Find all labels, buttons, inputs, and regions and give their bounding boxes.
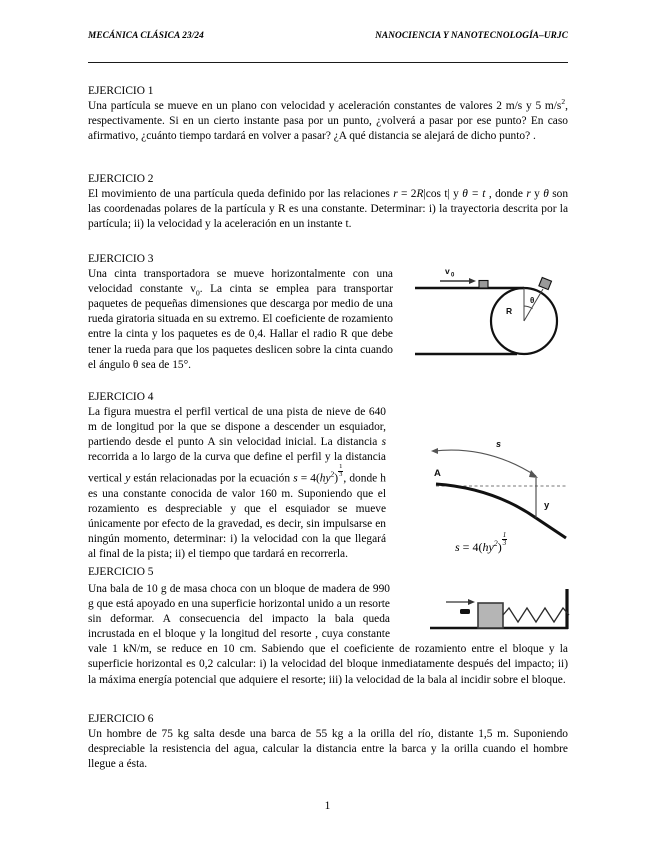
conveyor-belt-figure <box>412 258 580 366</box>
ski-eq-square: 2 <box>493 538 498 548</box>
point-a-label: A <box>434 468 441 479</box>
header-course-title: MECÁNICA CLÁSICA 23/24 <box>88 31 204 41</box>
angle-arc <box>524 306 533 309</box>
exercise-4-text-part3: están relacionadas por la ecuación <box>130 472 294 485</box>
exercise-4-var-s: s <box>381 436 386 449</box>
exercise-6-title: EJERCICIO 6 <box>88 713 154 725</box>
exercise-4-text-part1: La figura muestra el perfil vertical de una pista de nieve de 640 m de longitud por la que se dispone a descender un esquiador, partiendo desde el punto A sin velocidad inicial. La distancia <box>88 406 386 449</box>
velocity-arrow-head <box>469 278 476 284</box>
exercise-4-text-part2: recorrida a lo largo de la curva que define el perfil y la distancia vertical <box>88 451 386 485</box>
exercise-1-title: EJERCICIO 1 <box>88 85 154 97</box>
exercise-5-text: Una bala de 10 g de masa choca con un bloque de madera de 990 g que está apoyado en una superficie horizontal unido a un resorte sin deformar. A consecuencia del impacto la bala queda incrustada en el bloque y la longitud del resorte , cuya constante vale 1 kN/m, se reduce en 10 cm. Sabiendo que el coeficiente de rozamiento entre el bloque y la superficie horizontal es 0,2 calcular: i) la velocidad del bloque inmediatamente después del impacto; ii) la máxima energía potencial que adquiere el resorte; iii) la velocidad de la bala al incidir sobre el bloque. <box>88 583 568 686</box>
exercise-2-eq-t: = t <box>467 188 489 201</box>
exercise-4-eq-fraction-numerator: 1 <box>339 463 343 471</box>
exercise-3-text-part1: Una cinta transportadora se mueve horizontalmente con una velocidad constante v <box>88 268 393 296</box>
exercise-2-eq-theta: θ <box>462 188 468 201</box>
exercise-1-text <box>88 99 568 144</box>
exercise-3-title: EJERCICIO 3 <box>88 253 154 265</box>
exercise-2-var-r: r <box>526 188 531 201</box>
wooden-block <box>478 603 503 628</box>
exercise-2-text-part2: , donde <box>488 188 527 201</box>
bullet-block-spring-figure <box>428 586 580 638</box>
exercise-3-velocity-subscript: 0 <box>195 288 200 298</box>
exercise-1-text-part2: , respectivamente. Si en un cierto instante pasa por un punto, ¿volverá a pasar por ese punto? En caso afirmativo, ¿cuánto tiempo tardará en volver a pasar? ¿A qué distancia se alejará de dicho punto? . <box>88 100 568 143</box>
ski-eq-s: s <box>455 539 460 554</box>
header-divider-rule <box>88 62 568 63</box>
exercise-2-eq-conj: y <box>449 188 463 201</box>
exercise-2-eq-cos: |cos t| <box>423 188 450 201</box>
exercise-2-title: EJERCICIO 2 <box>88 173 154 185</box>
exercise-2-text-part3: y <box>530 188 544 201</box>
package-on-wheel <box>539 277 552 289</box>
exercise-1-text-part1: Una partícula se mueve en un plano con velocidad y aceleración constantes de valores 2 m/s y 5 m/s <box>88 100 562 113</box>
exercise-6-block <box>88 712 568 772</box>
exercise-1-block <box>88 84 568 144</box>
exercise-4-eq-h: hy <box>319 472 331 485</box>
exercise-4-eq-fraction <box>338 464 343 478</box>
exercise-4-eq-s: s <box>293 472 298 485</box>
exercise-2-text-part4: son las coordenadas polares de la partícula y R es una constante. Determinar: i) la trayectoria descrita por la partícula; ii) la velocidad y la aceleración en un instante t. <box>88 188 569 231</box>
bullet-shape <box>460 609 470 614</box>
exercise-4-title: EJERCICIO 4 <box>88 391 154 403</box>
package-on-belt <box>479 281 488 289</box>
velocity-label-subscript: 0 <box>451 272 455 279</box>
arc-length-arrowhead <box>529 470 538 478</box>
ski-eq-equals: = 4( <box>459 539 483 554</box>
arc-length-curve <box>434 450 536 476</box>
ski-eq-fraction-numerator: 1 <box>502 530 507 539</box>
ski-eq-hy: hy <box>482 539 494 554</box>
vertical-distance-label: y <box>544 500 550 511</box>
exercise-6-text: Un hombre de 75 kg salta desde una barca de 55 kg a la orilla del río, distante 1,5 m. Suponiendo despreciable la resistencia del agua, calcular la distancia entre la barca y la orilla cuando el hombre llegue a ésta. <box>88 728 568 771</box>
ski-eq-close-paren: ) <box>497 539 502 554</box>
ski-eq-fraction <box>502 532 507 547</box>
package-on-wheel-group <box>539 277 552 289</box>
exercise-4-var-y: y <box>125 472 131 485</box>
exercise-2-eq-r: r <box>393 188 398 201</box>
bullet-block-spring-svg <box>428 586 580 638</box>
exercise-2-eq-mid: = 2 <box>397 188 417 201</box>
page-number: 1 <box>324 800 331 812</box>
exercise-4-text-part4: , donde h es una constante conocida de valor 160 m. Suponiendo que el rozamiento es despreciable y que el esquiador se mueve únicamente por efecto de la gravedad, es decir, sin impulsarse en ningún momento, determinar: i) la velocidad con la que llegará al final de la pista; ii) el tiempo que tardará en recorrerla. <box>88 472 387 561</box>
ski-eq-fraction-denominator: 3 <box>502 538 507 547</box>
arc-length-label: s <box>496 439 502 449</box>
bullet-velocity-arrow-head <box>468 599 475 605</box>
exercise-4-eq-close: ) <box>334 472 339 485</box>
conveyor-belt-svg <box>412 258 580 366</box>
exercise-4-eq-square: 2 <box>330 470 335 480</box>
exercise-3-text <box>88 267 393 373</box>
exercise-2-text <box>88 187 568 232</box>
page-header <box>88 31 568 41</box>
arc-length-arrow-start <box>431 448 438 454</box>
exercise-3-text-part2: . La cinta se emplea para transportar paquetes de pequeñas dimensiones que descarga por medio de una rueda giratoria situada en su extremo. El coeficiente de rozamiento entre la cinta y los paquetes es de 0,4. Hallar el radio R que debe tener la rueda para que los paquetes deslicen sobre la cinta cuando el ángulo θ sea de 15°. <box>88 283 394 371</box>
angle-label: θ <box>530 296 535 305</box>
spring-coil <box>503 608 569 622</box>
exercise-4-eq-fraction-denominator: 3 <box>339 471 343 479</box>
exercise-2-eq-R: R <box>416 188 424 201</box>
slope-profile-curve <box>436 484 566 538</box>
radius-to-package-line <box>524 289 543 321</box>
exercise-1-exponent: 2 <box>561 97 566 107</box>
velocity-label: v <box>445 266 450 276</box>
exercise-2-text-part1: El movimiento de una partícula queda definido por las relaciones <box>88 188 394 201</box>
radius-label: R <box>506 306 513 316</box>
exercise-5-title: EJERCICIO 5 <box>88 566 154 578</box>
ski-slope-equation-caption <box>455 530 507 555</box>
header-program-title: NANOCIENCIA Y NANOTECNOLOGÍA–URJC <box>375 31 568 41</box>
exercise-4-eq-eq: = 4( <box>297 472 320 485</box>
exercise-2-block <box>88 172 568 232</box>
exercise-3-block <box>88 252 393 373</box>
exercise-2-var-theta: θ <box>543 188 549 201</box>
